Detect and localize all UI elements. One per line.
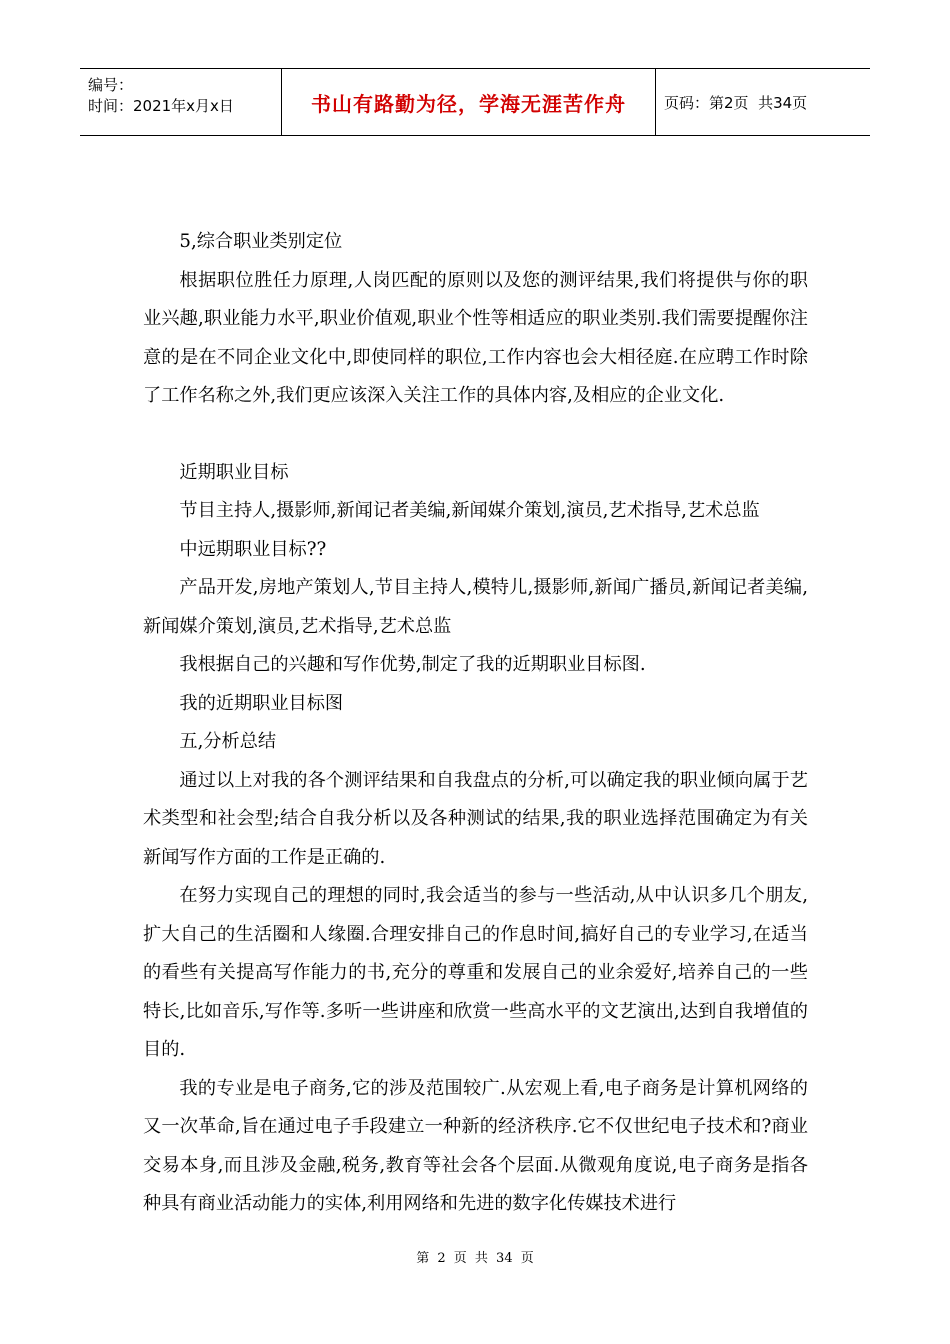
- subheading: 我的近期职业目标图: [179, 692, 344, 714]
- paragraph: 在努力实现自己的理想的同时,我会适当的参与一些活动,从中认识多几个朋友,扩大自己的生活圈和人缘圈.合理安排自己的作息时间,搞好自己的专业学习,在适当的看些有关提高写作能力的书,充分的尊重和发展自己的业余爱好,培养自己的一些特长,比如音乐,写作等.多听一些讲座和欣赏一些高水平的文艺演出,达到自我增值的目的.: [143, 885, 808, 1060]
- paragraph: 产品开发,房地产策划人,节目主持人,模特儿,摄影师,新闻广播员,新闻记者美编,新闻媒介策划,演员,艺术指导,艺术总监: [143, 577, 808, 637]
- paragraph-gap: [143, 416, 808, 454]
- page-header: [80, 68, 870, 136]
- paragraph: 我根据自己的兴趣和写作优势,制定了我的近期职业目标图.: [179, 654, 646, 675]
- paragraph: 节目主持人,摄影师,新闻记者美编,新闻媒介策划,演员,艺术指导,艺术总监: [179, 500, 760, 521]
- section-heading: 五,分析总结: [179, 731, 277, 752]
- header-motto: 书山有路勤为径，学海无涯苦作舟: [311, 91, 626, 116]
- doc-number-label: 编号：: [88, 76, 134, 94]
- paragraph: 通过以上对我的各个测评结果和自我盘点的分析,可以确定我的职业倾向属于艺术类型和社会型;结合自我分析以及各种测试的结果,我的职业选择范围确定为有关新闻写作方面的工作是正确的.: [143, 769, 808, 868]
- paragraph: 我的专业是电子商务,它的涉及范围较广.从宏观上看,电子商务是计算机网络的又一次革命,旨在通过电子手段建立一种新的经济秩序.它不仅世纪电子技术和?商业交易本身,而且涉及金融,税务,教育等社会各个层面.从微观角度说,电子商务是指各种具有商业活动能力的实体,利用网络和先进的数字化传媒技术进行: [143, 1077, 808, 1214]
- subheading: 近期职业目标: [179, 461, 289, 483]
- paragraph: 根据职位胜任力原理,人岗匹配的原则以及您的测评结果,我们将提供与你的职业兴趣,职业能力水平,职业价值观,职业个性等相适应的职业类别.我们需要提醒你注意的是在不同企业文化中,即使同样的职位,工作内容也会大相径庭.在应聘工作时除了工作名称之外,我们更应该深入关注工作的具体内容,及相应的企业文化.: [143, 269, 808, 406]
- header-meta: [80, 69, 282, 135]
- page-footer: 第 2 页 共 34 页: [416, 1251, 534, 1266]
- header-page-cell: [656, 69, 870, 135]
- subheading: 中远期职业目标??: [179, 538, 327, 560]
- header-motto-cell: [282, 69, 656, 135]
- section-heading: 5,综合职业类别定位: [179, 231, 343, 252]
- doc-date-label: 时间：2021年x月x日: [88, 97, 234, 115]
- document-body: [143, 223, 808, 1224]
- header-page-label: 页码：第2页 共34页: [664, 93, 808, 112]
